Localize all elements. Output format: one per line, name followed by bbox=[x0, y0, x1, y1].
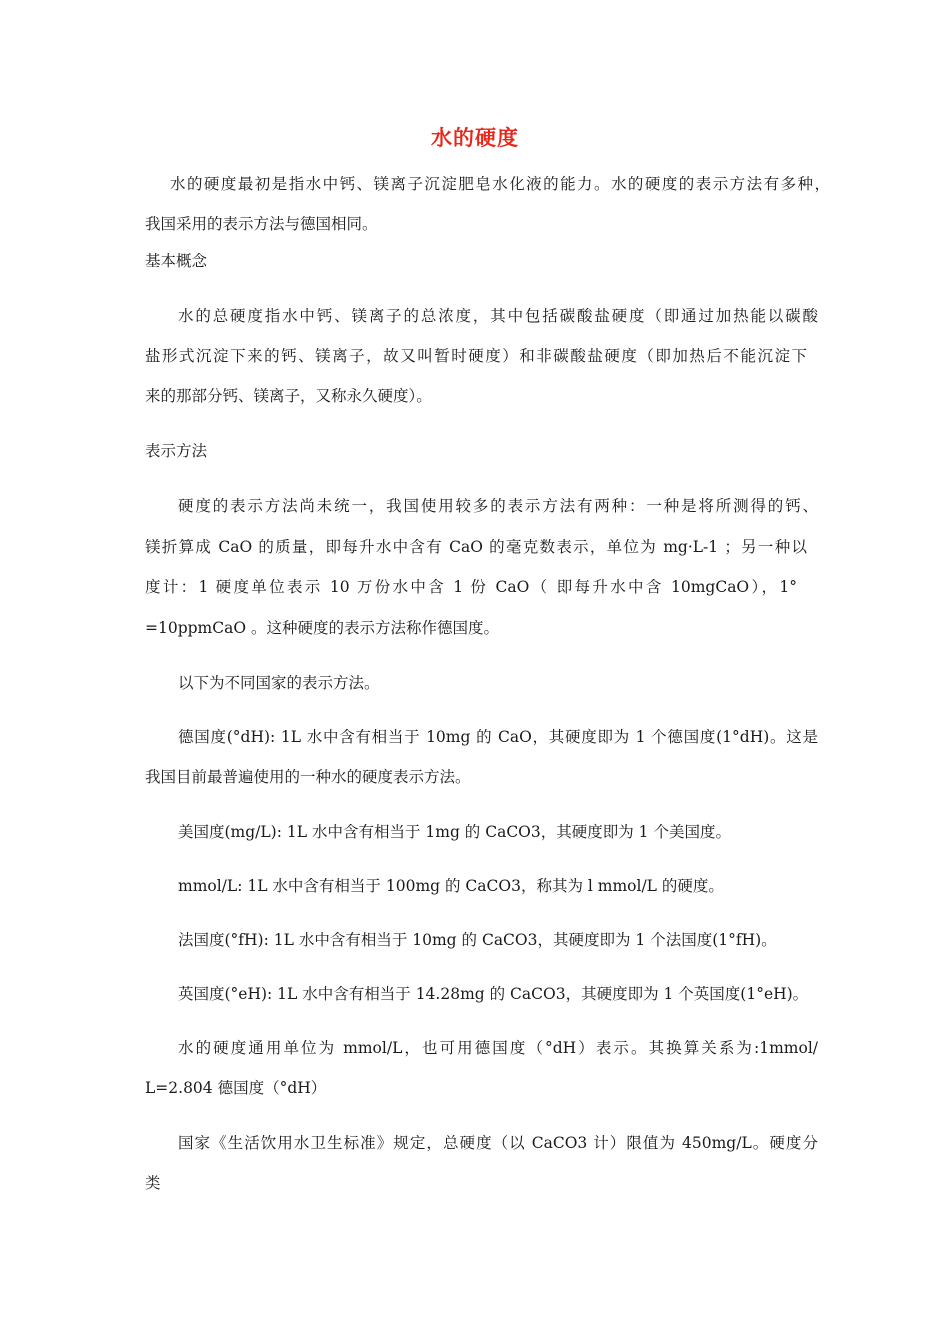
paragraph-line: =10ppmCaO 。这种硬度的表示方法称作德国度。 bbox=[145, 619, 499, 637]
paragraph-line: 水的总硬度指水中钙、镁离子的总浓度，其中包括碳酸盐硬度（即通过加热能以碳酸 bbox=[178, 307, 818, 325]
paragraph-line: 硬度的表示方法尚未统一，我国使用较多的表示方法有两种：一种是将所测得的钙、 bbox=[178, 497, 818, 515]
paragraph-line: 度计：1 硬度单位表示 10 万份水中含 1 份 CaO（ 即每升水中含 10mgCaO），1° bbox=[145, 578, 797, 596]
section-heading: 表示方法 bbox=[145, 442, 208, 460]
paragraph-line: mmol/L: 1L 水中含有相当于 100mg 的 CaCO3，称其为 l mmol/L 的硬度。 bbox=[178, 877, 724, 895]
paragraph-line: 盐形式沉淀下来的钙、镁离子，故又叫暂时硬度）和非碳酸盐硬度（即加热后不能沉淀下 bbox=[145, 347, 807, 365]
paragraph-line: 我国采用的表示方法与德国相同。 bbox=[145, 215, 378, 233]
paragraph-line: 水的硬度最初是指水中钙、镁离子沉淀肥皂水化液的能力。水的硬度的表示方法有多种， bbox=[170, 175, 830, 193]
paragraph-line: 法国度(°fH): 1L 水中含有相当于 10mg 的 CaCO3，其硬度即为 1 个法国度(1°fH)。 bbox=[178, 931, 777, 949]
paragraph-line: L=2.804 德国度（°dH） bbox=[145, 1079, 327, 1097]
paragraph-line: 镁折算成 CaO 的质量，即每升水中含有 CaO 的毫克数表示，单位为 mg·L-1 ；另一种以 bbox=[145, 538, 807, 556]
section-heading: 基本概念 bbox=[145, 252, 208, 270]
paragraph-line: 类 bbox=[145, 1174, 161, 1192]
paragraph-line: 以下为不同国家的表示方法。 bbox=[178, 674, 380, 692]
paragraph-line: 水的硬度通用单位为 mmol/L，也可用德国度（°dH）表示。其换算关系为:1mmol/ bbox=[178, 1039, 818, 1057]
paragraph-line: 我国目前最普遍使用的一种水的硬度表示方法。 bbox=[145, 768, 471, 786]
paragraph-line: 来的那部分钙、镁离子，又称永久硬度）。 bbox=[145, 387, 432, 405]
document-title: 水的硬度 bbox=[431, 126, 519, 150]
paragraph-line: 国家《生活饮用水卫生标准》规定，总硬度（以 CaCO3 计）限值为 450mg/L。硬度分 bbox=[178, 1134, 818, 1152]
paragraph-line: 美国度(mg/L): 1L 水中含有相当于 1mg 的 CaCO3，其硬度即为 1 个美国度。 bbox=[178, 823, 731, 841]
paragraph-line: 英国度(°eH): 1L 水中含有相当于 14.28mg 的 CaCO3，其硬度即为 1 个英国度(1°eH)。 bbox=[178, 985, 809, 1003]
paragraph-line: 德国度(°dH): 1L 水中含有相当于 10mg 的 CaO，其硬度即为 1 个德国度(1°dH)。这是 bbox=[178, 728, 818, 746]
